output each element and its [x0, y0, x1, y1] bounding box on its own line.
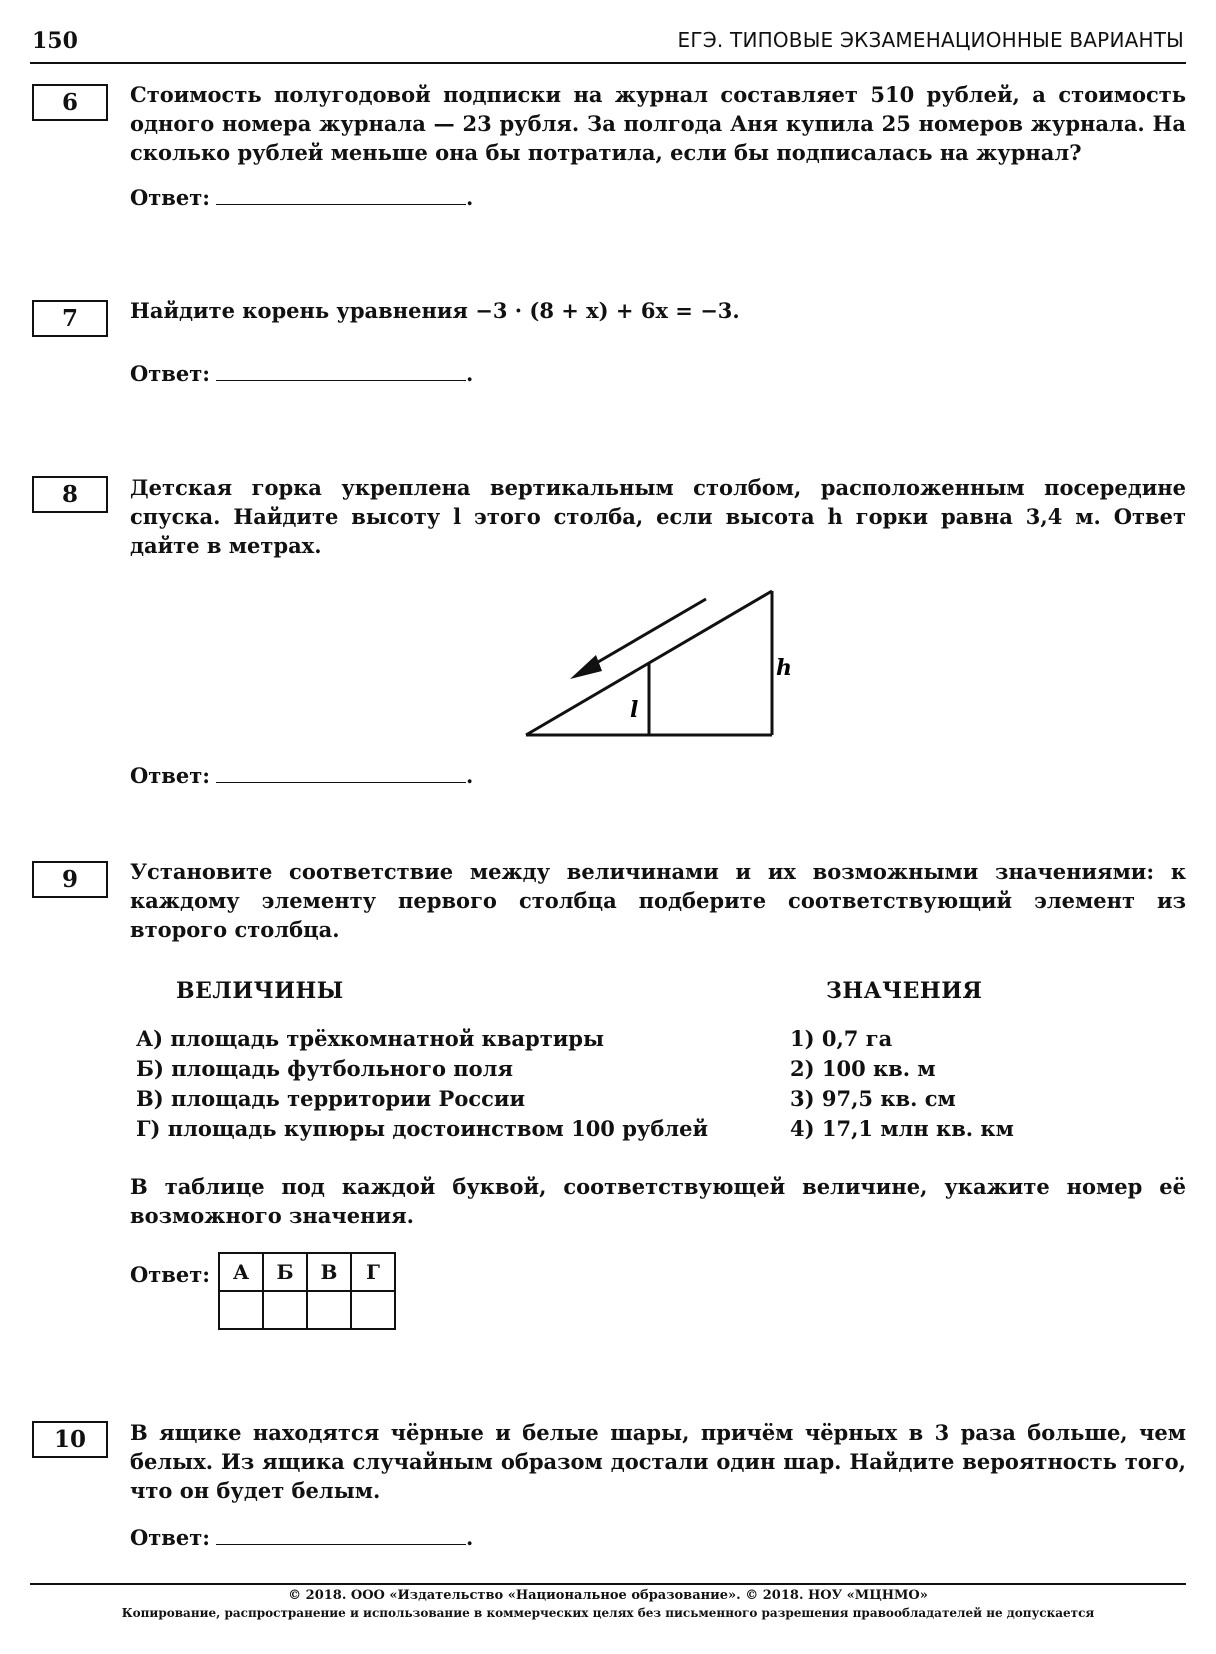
arrow-head — [570, 655, 602, 679]
task-6-text: Стоимость полугодовой подписки на журнал составляет 510 рублей, а стоимость одного номера журнала — 23 рубля. За полгода Аня купила 25 номеров журнала. На сколько рублей меньше она бы потратила, если бы подписалась на журнал? — [130, 82, 1186, 165]
answer-label: Ответ: — [130, 1525, 211, 1550]
answer-table-cell[interactable] — [219, 1291, 263, 1329]
quantity-item: В) площадь территории России — [136, 1086, 526, 1111]
answer-line[interactable] — [216, 1524, 466, 1545]
task-10-answer: Ответ: . — [130, 1525, 474, 1550]
header-divider — [30, 62, 1186, 64]
task-number-box: 6 — [32, 84, 108, 121]
answer-line[interactable] — [216, 184, 466, 205]
arrow-shaft — [586, 599, 706, 669]
column-header-quantities: ВЕЛИЧИНЫ — [176, 978, 344, 1004]
task-number-box: 10 — [32, 1421, 108, 1458]
copyright-line: © 2018. ООО «Издательство «Национальное образование». © 2018. НОУ «МЦНМО» — [288, 1588, 928, 1603]
quantity-item: Г) площадь купюры достоинством 100 рублей — [136, 1116, 709, 1141]
task-8-text: Детская горка укреплена вертикальным столбом, расположенным посередине спуска. Найдите высоту l этого столба, если высота h горки равна 3,4 м. Ответ дайте в метрах. — [130, 475, 1186, 558]
column-header-values: ЗНАЧЕНИЯ — [826, 978, 983, 1004]
answer-label: Ответ: — [130, 763, 211, 788]
answer-table-header: Г — [351, 1253, 395, 1291]
task-number-box: 9 — [32, 861, 108, 898]
page-number: 150 — [32, 28, 78, 54]
slide-diagram — [510, 575, 790, 745]
task-7-answer: Ответ: . — [130, 361, 474, 386]
answer-table — [218, 1252, 396, 1330]
answer-label: Ответ: — [130, 361, 211, 386]
task-9-answer — [130, 1262, 210, 1287]
value-item: 1) 0,7 га — [790, 1026, 893, 1051]
copyright-notice: Копирование, распространение и использование в коммерческих целях без письменного разрешения правообладателей не допускается — [121, 1606, 1095, 1620]
task-6-answer: Ответ: . — [130, 185, 474, 210]
answer-table-cell[interactable] — [307, 1291, 351, 1329]
value-item: 3) 97,5 кв. см — [790, 1086, 956, 1111]
answer-table-header: А — [219, 1253, 263, 1291]
task-7-text: Найдите корень уравнения −3 · (8 + x) + 6x = −3. — [130, 298, 740, 323]
value-item: 4) 17,1 млн кв. км — [790, 1116, 1014, 1141]
answer-table-header: В — [307, 1253, 351, 1291]
answer-line[interactable] — [216, 360, 466, 381]
label-l: l — [630, 697, 639, 723]
answer-label: Ответ: — [130, 185, 211, 210]
running-title: ЕГЭ. ТИПОВЫЕ ЭКЗАМЕНАЦИОННЫЕ ВАРИАНТЫ — [677, 28, 1184, 52]
footer-divider — [30, 1583, 1186, 1585]
answer-table-cell[interactable] — [263, 1291, 307, 1329]
answer-line[interactable] — [216, 762, 466, 783]
task-9-text: Установите соответствие между величинами и их возможными значениями: к каждому элементу первого столбца подберите соответствующий элемент из второго столбца. — [130, 859, 1186, 942]
task-8-answer: Ответ: . — [130, 763, 474, 788]
answer-table-header: Б — [263, 1253, 307, 1291]
label-h: h — [776, 655, 792, 681]
answer-label: Ответ: — [130, 1262, 211, 1287]
quantity-item: А) площадь трёхкомнатной квартиры — [136, 1026, 605, 1051]
task-10-text: В ящике находятся чёрные и белые шары, причём чёрных в 3 раза больше, чем белых. Из ящика случайным образом достали один шар. Найдите вероятность того, что он будет белым. — [130, 1420, 1186, 1503]
task-number-box: 7 — [32, 300, 108, 337]
task-number-box: 8 — [32, 476, 108, 513]
value-item: 2) 100 кв. м — [790, 1056, 936, 1081]
answer-table-cell[interactable] — [351, 1291, 395, 1329]
quantity-item: Б) площадь футбольного поля — [136, 1056, 513, 1081]
task-9-instruction: В таблице под каждой буквой, соответствующей величине, укажите номер её возможного значения. — [130, 1174, 1186, 1228]
